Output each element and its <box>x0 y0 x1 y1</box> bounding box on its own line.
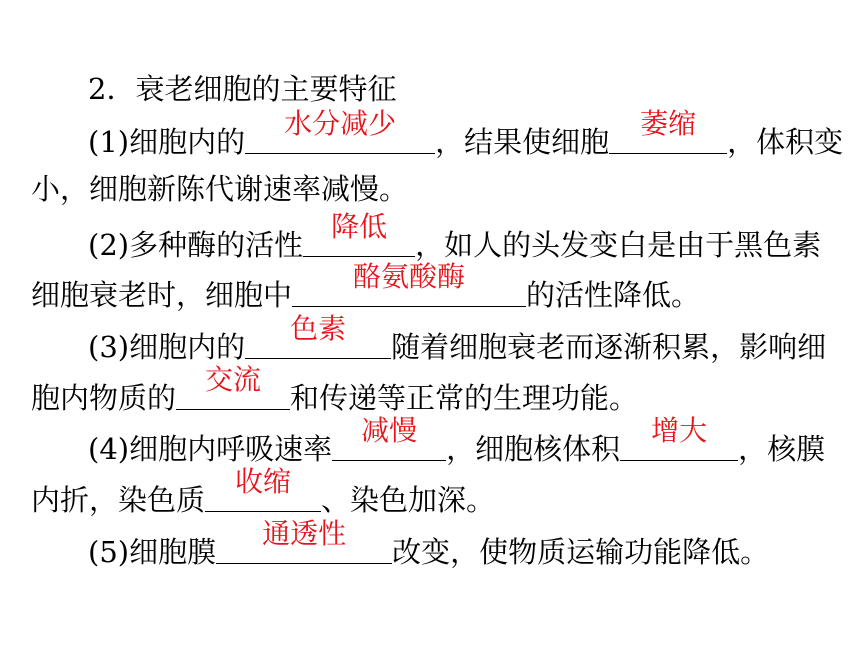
item-4-text-2: ，细胞核体积 <box>446 432 621 466</box>
blank-9 <box>205 465 321 512</box>
answer-1: 水分减少 <box>284 107 397 140</box>
heading <box>88 71 396 107</box>
item-2-text-3: 细胞衰老时，细胞中 <box>31 278 293 312</box>
item-3-text-4: 和传递等正常的生理功能。 <box>290 381 639 415</box>
item-4-text-5: 、染色加深。 <box>321 483 496 517</box>
item-4-line-2 <box>31 465 496 517</box>
item-2-line-2 <box>31 260 701 312</box>
blank-8 <box>620 414 738 461</box>
item-2-text-2: ，如人的头发变白是由于黑色素 <box>415 228 822 262</box>
blank-2 <box>609 107 727 154</box>
blank-7 <box>332 414 446 461</box>
answer-10: 通透性 <box>262 517 347 550</box>
item-2-text-4: 的活性降低。 <box>526 278 701 312</box>
item-3-text-2: 随着细胞衰老而逐渐积累，影响细 <box>391 330 827 364</box>
item-5-text-1: (5)细胞膜 <box>88 535 217 569</box>
item-2-line-1 <box>88 210 822 262</box>
answer-5: 色素 <box>290 312 347 345</box>
item-3-line-2 <box>31 363 639 415</box>
item-1-text-3: ，体积变 <box>727 125 844 159</box>
item-4-text-4: 内折，染色质 <box>31 483 206 517</box>
answer-9: 收缩 <box>235 465 292 498</box>
answer-8: 增大 <box>651 414 708 447</box>
blank-6 <box>176 363 290 410</box>
item-1-line-1 <box>88 107 844 159</box>
blank-10 <box>216 517 392 564</box>
heading-text: 2．衰老细胞的主要特征 <box>88 72 397 106</box>
answer-6: 交流 <box>205 363 262 396</box>
item-1-continuation: 小，细胞新陈代谢速率减慢。 <box>31 172 409 206</box>
blank-3 <box>303 210 415 257</box>
item-3-text-3: 胞内物质的 <box>31 381 177 415</box>
answer-7: 减慢 <box>361 414 418 447</box>
answer-3: 降低 <box>331 210 388 243</box>
item-4-text-1: (4)细胞内呼吸速率 <box>88 432 333 466</box>
item-2-text-1: (2)多种酶的活性 <box>88 228 304 262</box>
answer-4: 酪氨酸酶 <box>353 260 466 293</box>
item-5-line-1 <box>88 517 770 569</box>
item-5-text-2: 改变，使物质运输功能降低。 <box>392 535 770 569</box>
blank-5 <box>245 312 391 359</box>
item-3-line-1 <box>88 312 827 364</box>
item-3-text-1: (3)细胞内的 <box>88 330 246 364</box>
blank-4 <box>292 260 526 307</box>
blank-1 <box>245 107 435 154</box>
item-1-line-2 <box>31 171 408 207</box>
item-1-text-1: (1)细胞内的 <box>88 125 246 159</box>
item-4-text-3: ，核膜 <box>738 432 826 466</box>
item-4-line-1 <box>88 414 826 466</box>
answer-2: 萎缩 <box>640 107 697 140</box>
item-1-text-2: ，结果使细胞 <box>435 125 610 159</box>
